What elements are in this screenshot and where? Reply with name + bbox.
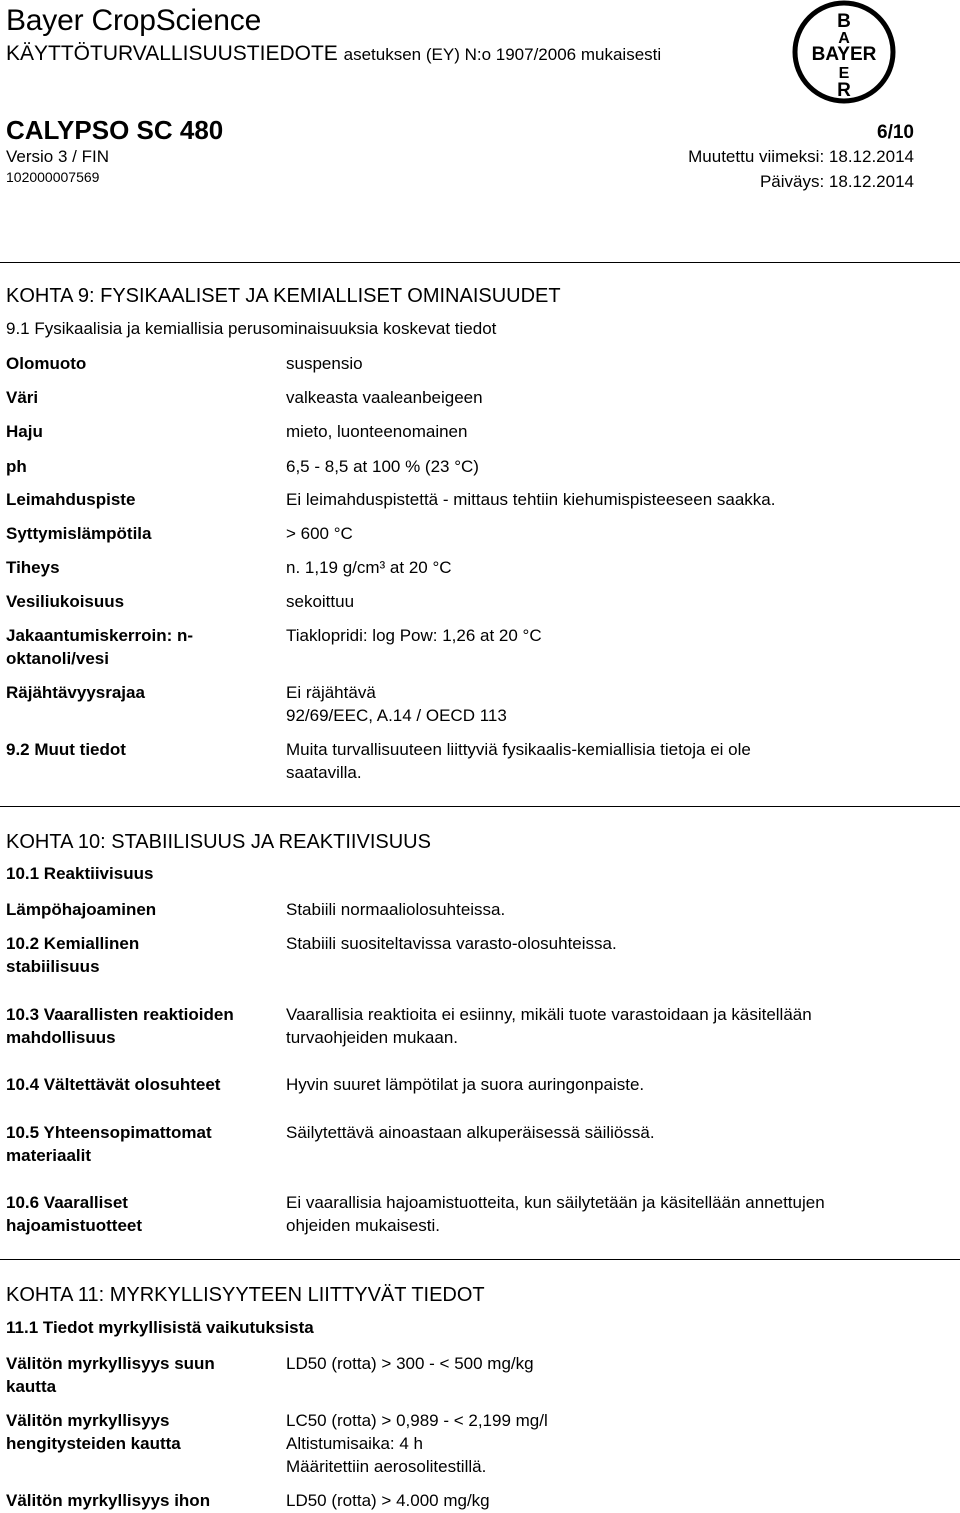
value-muut-tiedot: Muita turvallisuuteen liittyviä fysikaalis-kemiallisia tietoja ei ole [286,740,751,759]
value-rajahtavyysrajaa-method: 92/69/EEC, A.14 / OECD 113 [286,706,507,725]
label-vaaralliset-hajoamistuotteet-line2: hajoamistuotteet [6,1216,143,1235]
label-myrkyllisyys-ihon: Välitön myrkyllisyys ihon [6,1491,211,1510]
label-valtettavat-olosuhteet: 10.4 Vältettävät olosuhteet [6,1075,221,1094]
label-yhteensopimattomat-line2: materiaalit [6,1146,92,1165]
logo-letter-bottom: R [837,80,851,101]
section-10-1-subtitle: 10.1 Reaktiivisuus [6,864,154,883]
label-haju: Haju [6,422,43,441]
document-title-suffix: asetuksen (EY) N:o 1907/2006 mukaisesti [343,45,662,64]
value-vesiliukoisuus: sekoittuu [286,592,355,611]
document-title [6,42,661,66]
document-id: 102000007569 [6,169,100,185]
label-kemiallinen-stabiilisuus-line2: stabiilisuus [6,957,100,976]
value-myrkyllisyys-suun: LD50 (rotta) > 300 - < 500 mg/kg [286,1354,534,1373]
label-jakaantumiskerroin: Jakaantumiskerroin: n- [6,626,194,645]
label-vaarallisten-reaktioiden-line2: mahdollisuus [6,1028,116,1047]
value-syttymislampotila: > 600 °C [286,524,353,543]
value-haju: mieto, luonteenomainen [286,422,468,441]
label-myrkyllisyys-suun-line2: kautta [6,1377,57,1396]
header-divider [0,262,960,263]
modified-date: Muutettu viimeksi: 18.12.2014 [688,147,914,166]
company-name: Bayer CropScience [6,4,262,37]
value-myrkyllisyys-hengitys-exposure: Altistumisaika: 4 h [286,1434,423,1453]
value-ph: 6,5 - 8,5 at 100 % (23 °C) [286,457,479,476]
section-9-1-subtitle: 9.1 Fysikaalisia ja kemiallisia perusominaisuuksia koskevat tiedot [6,319,497,338]
label-kemiallinen-stabiilisuus: 10.2 Kemiallinen [6,934,140,953]
value-yhteensopimattomat: Säilytettävä ainoastaan alkuperäisessä säiliössä. [286,1123,655,1142]
label-vari: Väri [6,388,39,407]
document-date: Päiväys: 18.12.2014 [759,172,914,191]
label-tiheys: Tiheys [6,558,60,577]
section-10-title: KOHTA 10: STABIILISUUS JA REAKTIIVISUUS [6,831,431,853]
label-rajahtavyysrajaa: Räjähtävyysrajaa [6,683,145,702]
value-muut-tiedot-line2: saatavilla. [286,763,362,782]
value-olomuoto: suspensio [286,354,363,373]
section-10-divider [0,1259,960,1260]
label-leimahduspiste: Leimahduspiste [6,490,136,509]
label-myrkyllisyys-hengitys-line2: hengitysteiden kautta [6,1434,181,1453]
label-olomuoto: Olomuoto [6,354,87,373]
label-ph: ph [6,457,27,476]
value-tiheys: n. 1,19 g/cm³ at 20 °C [286,558,452,577]
value-kemiallinen-stabiilisuus: Stabiili suositeltavissa varasto-olosuhteissa. [286,934,617,953]
value-vaaralliset-hajoamistuotteet: Ei vaarallisia hajoamistuotteita, kun säilytetään ja käsitellään annettujen [286,1193,825,1212]
label-jakaantumiskerroin-line2: oktanoli/vesi [6,649,109,668]
label-vaaralliset-hajoamistuotteet: 10.6 Vaaralliset [6,1193,128,1212]
value-valtettavat-olosuhteet: Hyvin suuret lämpötilat ja suora auringonpaiste. [286,1075,645,1094]
value-vari: valkeasta vaaleanbeigeen [286,388,483,407]
product-name: CALYPSO SC 480 [6,115,224,145]
value-vaaralliset-hajoamistuotteet-line2: ohjeiden mukaisesti. [286,1216,441,1235]
logo-letter-top: B [837,11,851,32]
value-vaarallisten-reaktioiden: Vaarallisia reaktioita ei esiinny, mikäli tuote varastoidaan ja käsitellään [286,1005,812,1024]
value-vaarallisten-reaktioiden-line2: turvaohjeiden mukaan. [286,1028,459,1047]
label-yhteensopimattomat: 10.5 Yhteensopimattomat [6,1123,212,1142]
value-myrkyllisyys-hengitys-method: Määritettiin aerosolitestillä. [286,1457,487,1476]
value-myrkyllisyys-hengitys: LC50 (rotta) > 0,989 - < 2,199 mg/l [286,1411,548,1430]
value-leimahduspiste: Ei leimahduspistettä - mittaus tehtiin kiehumispisteeseen saakka. [286,490,776,509]
value-jakaantumiskerroin: Tiaklopridi: log Pow: 1,26 at 20 °C [286,626,542,645]
section-11-1-subtitle: 11.1 Tiedot myrkyllisistä vaikutuksista [6,1318,314,1337]
document-title-main: KÄYTTÖTURVALLISUUSTIEDOTE [6,42,338,65]
value-lampohajoaminen: Stabiili normaaliolosuhteissa. [286,900,506,919]
logo-word: BAYER [811,44,877,65]
label-lampohajoaminen: Lämpöhajoaminen [6,900,157,919]
value-rajahtavyysrajaa: Ei räjähtävä [286,683,376,702]
label-muut-tiedot: 9.2 Muut tiedot [6,740,126,759]
page-number: 6/10 [877,122,914,143]
label-syttymislampotila: Syttymislämpötila [6,524,152,543]
value-myrkyllisyys-ihon: LD50 (rotta) > 4.000 mg/kg [286,1491,490,1510]
section-9-divider [0,806,960,807]
label-myrkyllisyys-hengitys: Välitön myrkyllisyys [6,1411,170,1430]
label-myrkyllisyys-suun: Välitön myrkyllisyys suun [6,1354,215,1373]
bayer-logo-icon [791,0,897,104]
section-9-title: KOHTA 9: FYSIKAALISET JA KEMIALLISET OMINAISUUDET [6,285,561,307]
version: Versio 3 / FIN [6,147,109,166]
section-11-title: KOHTA 11: MYRKYLLISYYTEEN LIITTYVÄT TIEDOT [6,1284,485,1306]
logo-letter-upper: A [838,30,850,47]
logo-letter-lower: E [838,65,850,82]
label-vesiliukoisuus: Vesiliukoisuus [6,592,125,611]
label-vaarallisten-reaktioiden: 10.3 Vaarallisten reaktioiden [6,1005,234,1024]
